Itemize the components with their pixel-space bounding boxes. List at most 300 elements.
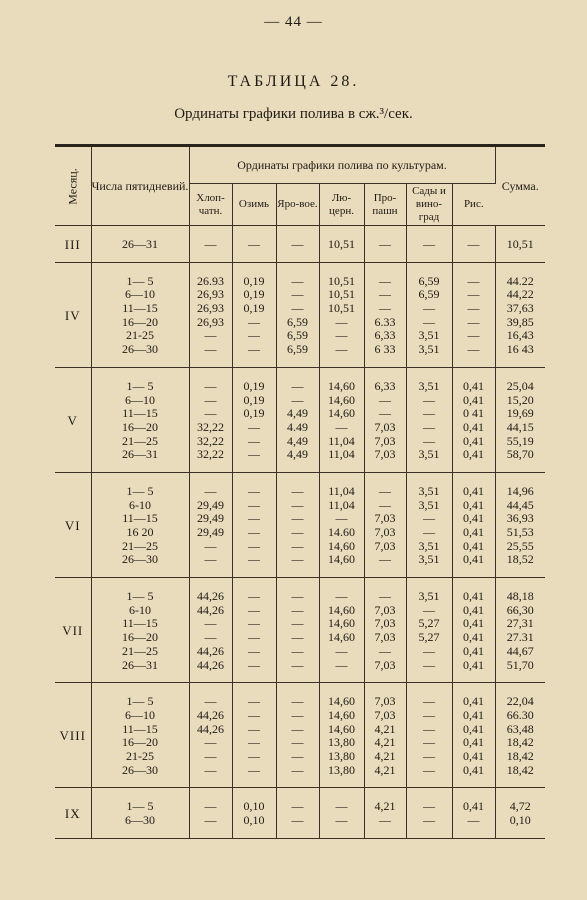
table-cell: 3,51: [418, 447, 440, 462]
table-cell: 0,10: [243, 799, 265, 814]
crop-column: [452, 472, 495, 577]
table-cell: —: [335, 657, 348, 672]
crop-column: [189, 226, 232, 263]
page-number: — 44 —: [264, 14, 323, 30]
crop-column: [276, 367, 319, 472]
table-cell: —: [291, 589, 304, 604]
table-cell: —: [423, 694, 435, 709]
table-cell: —: [291, 273, 304, 288]
pentad-cell: 16—20: [122, 314, 158, 329]
crop-column: [452, 683, 495, 788]
header-crop-spring: Яро-вое.: [276, 184, 319, 226]
crop-column: [406, 788, 452, 838]
sum-column: [495, 262, 545, 367]
sum-cell: 4,72: [509, 799, 531, 814]
table-cell: —: [379, 497, 391, 512]
table-cell: —: [379, 301, 391, 316]
crop-column: [452, 226, 495, 263]
table-cell: —: [204, 342, 217, 357]
table-cell: —: [379, 406, 391, 421]
table-cell: —: [204, 616, 217, 631]
pentad-cell: 16 20: [126, 525, 154, 540]
header-crop-alfalfa: Лю-церн.: [319, 184, 364, 226]
pentad-cell: 26—30: [122, 342, 158, 357]
table-cell: 5,27: [418, 616, 440, 631]
sum-cell: 44,15: [506, 419, 534, 434]
table-title: ТАБЛИЦА 28.: [227, 73, 360, 90]
pentad-cell: 1— 5: [126, 378, 154, 393]
sum-column: [495, 226, 545, 263]
table-cell: 0,10: [243, 813, 265, 828]
table-cell: —: [379, 392, 391, 407]
table-row: [55, 262, 545, 367]
table-cell: 11,04: [328, 447, 355, 462]
crop-column: [232, 367, 276, 472]
month-block: [55, 262, 545, 367]
table-cell: —: [291, 762, 304, 777]
table-cell: 0,41: [463, 762, 484, 777]
table-cell: 7,03: [374, 525, 396, 540]
header-crop-row: Про-пашн: [364, 184, 406, 226]
crop-column: [319, 262, 364, 367]
table-cell: —: [248, 497, 260, 512]
table-cell: 13,80: [328, 748, 355, 763]
table-cell: —: [291, 630, 304, 645]
crop-column: [406, 226, 452, 263]
table-cell: —: [379, 643, 391, 658]
table-cell: —: [423, 511, 435, 526]
table-cell: 3,51: [418, 342, 440, 357]
table-cell: —: [248, 433, 260, 448]
table-cell: —: [248, 694, 260, 709]
table-cell: 6,33: [374, 378, 396, 393]
table-cell: —: [423, 433, 435, 448]
month-block: [55, 472, 545, 577]
table-cell: —: [204, 237, 217, 251]
table-cell: —: [248, 762, 260, 777]
table-cell: 10,51: [328, 273, 355, 288]
crop-column: [406, 683, 452, 788]
table-cell: —: [204, 378, 217, 393]
sum-column: [495, 367, 545, 472]
table-cell: —: [204, 694, 217, 709]
table-cell: 29,49: [197, 525, 224, 540]
table-cell: 44,26: [197, 602, 224, 617]
table-cell: 32,22: [197, 419, 224, 434]
table-cell: 6,59: [287, 314, 308, 329]
table-cell: —: [291, 237, 304, 251]
table-cell: 44,26: [197, 657, 224, 672]
pentad-cell: 6-10: [129, 497, 151, 512]
table-cell: —: [248, 511, 260, 526]
table-cell: 0,41: [463, 643, 484, 658]
table-row: [55, 683, 545, 788]
table-cell: 0,41: [463, 497, 484, 512]
sum-cell: 39,85: [506, 314, 534, 329]
table-cell: —: [248, 314, 260, 329]
table-cell: —: [248, 602, 260, 617]
table-cell: 26.93: [197, 273, 224, 288]
table-cell: 13,80: [328, 735, 355, 750]
table-cell: 0,41: [463, 433, 484, 448]
table-cell: 0,41: [463, 707, 484, 722]
sum-column: [495, 578, 545, 683]
pentad-cell: 26—30: [122, 552, 158, 567]
table-cell: 4,21: [374, 721, 396, 736]
table-cell: 7,03: [374, 630, 396, 645]
month-label: III: [55, 226, 91, 263]
crop-column: [364, 472, 406, 577]
crop-column: [189, 578, 232, 683]
pentad-cell: 1— 5: [126, 589, 154, 604]
table-cell: 6,59: [418, 287, 440, 302]
table-cell: —: [423, 643, 435, 658]
table-cell: —: [423, 813, 435, 828]
table-cell: 44,26: [197, 643, 224, 658]
table-cell: 7,03: [374, 616, 396, 631]
pentad-column: [91, 788, 189, 838]
sum-cell: 37,63: [506, 301, 534, 316]
table-cell: 13,80: [328, 762, 355, 777]
pentad-column: [91, 262, 189, 367]
table-cell: —: [379, 552, 391, 567]
sum-cell: 14,96: [506, 483, 534, 498]
table-cell: 26,93: [197, 301, 224, 316]
table-row: [55, 367, 545, 472]
table-cell: —: [423, 707, 435, 722]
sum-cell: 27.31: [506, 630, 534, 645]
crop-column: [364, 578, 406, 683]
table-cell: —: [204, 735, 217, 750]
table-cell: —: [423, 406, 435, 421]
table-cell: —: [467, 273, 480, 288]
sum-cell: 15,20: [506, 392, 534, 407]
table-cell: 14,60: [328, 378, 355, 393]
sum-cell: 51,70: [506, 657, 534, 672]
table-cell: —: [204, 748, 217, 763]
month-label: VIII: [55, 683, 91, 788]
pentad-cell: 16—20: [122, 419, 158, 434]
pentad-cell: 26—30: [122, 762, 158, 777]
table-cell: —: [291, 602, 304, 617]
table-cell: 0,19: [243, 378, 265, 393]
crop-column: [364, 367, 406, 472]
crop-column: [406, 262, 452, 367]
month-block: [55, 578, 545, 683]
table-cell: —: [467, 287, 480, 302]
sum-cell: 0,10: [509, 813, 531, 828]
header-crop-rice: Рис.: [452, 184, 495, 226]
table-cell: 0,19: [243, 287, 265, 302]
pentad-cell: 11—15: [122, 616, 158, 631]
table-cell: 0,41: [463, 721, 484, 736]
sum-cell: 58,70: [506, 447, 534, 462]
month-label: IV: [55, 262, 91, 367]
table-cell: —: [423, 301, 435, 316]
table-cell: —: [248, 630, 260, 645]
crop-column: [406, 367, 452, 472]
header-crop-gardens: Сады и вино-град: [406, 184, 452, 226]
sum-cell: 48,18: [506, 589, 534, 604]
table-cell: —: [467, 328, 480, 343]
pentad-cell: 21—25: [122, 433, 158, 448]
table-cell: 0,41: [463, 525, 484, 540]
crop-column: [319, 578, 364, 683]
table-cell: —: [204, 762, 217, 777]
crop-column: [189, 788, 232, 838]
table-cell: 0,41: [463, 748, 484, 763]
table-cell: —: [291, 378, 304, 393]
pentad-cell: 1— 5: [126, 273, 154, 288]
sum-cell: 18,42: [506, 735, 534, 750]
sum-cell: 44,67: [506, 643, 534, 658]
sum-cell: 22,04: [506, 694, 534, 709]
pentad-cell: 1— 5: [126, 694, 154, 709]
table-cell: —: [291, 497, 304, 512]
table-cell: 14,60: [328, 694, 355, 709]
sum-cell: 25,55: [506, 538, 534, 553]
table-cell: —: [467, 813, 480, 828]
month-block: [55, 226, 545, 263]
table-cell: —: [204, 552, 217, 567]
crop-column: [452, 788, 495, 838]
table-cell: 7,03: [374, 433, 396, 448]
table-cell: 14,60: [328, 392, 355, 407]
table-cell: —: [248, 447, 260, 462]
table-cell: 3,51: [418, 497, 440, 512]
table-cell: —: [248, 237, 260, 251]
table-cell: —: [335, 813, 348, 828]
table-cell: —: [423, 237, 435, 251]
table-cell: 0,41: [463, 538, 484, 553]
table-cell: —: [423, 748, 435, 763]
table-cell: —: [291, 643, 304, 658]
sum-column: [495, 788, 545, 838]
table-cell: —: [423, 419, 435, 434]
header-crop-cotton: Хлоп-чатн.: [189, 184, 232, 226]
table-cell: —: [379, 483, 391, 498]
table-cell: 0,41: [463, 694, 484, 709]
table-cell: —: [379, 589, 391, 604]
sum-column: [495, 683, 545, 788]
crop-column: [319, 367, 364, 472]
table-cell: 0,19: [243, 301, 265, 316]
table-cell: 0,41: [463, 552, 484, 567]
table-cell: 11,04: [328, 483, 355, 498]
crop-column: [319, 788, 364, 838]
table-cell: —: [423, 392, 435, 407]
pentad-column: [91, 578, 189, 683]
pentad-cell: 21—25: [122, 643, 158, 658]
table-cell: —: [291, 721, 304, 736]
table-cell: 0,41: [463, 735, 484, 750]
pentad-cell: 6—10: [125, 392, 155, 407]
sum-cell: 27,31: [506, 616, 534, 631]
pentad-cell: 1— 5: [126, 483, 154, 498]
crop-column: [232, 788, 276, 838]
sum-cell: 36,93: [506, 511, 534, 526]
crop-column: [364, 788, 406, 838]
table-cell: —: [248, 748, 260, 763]
table-cell: —: [467, 342, 480, 357]
pentad-cell: 26—31: [122, 447, 158, 462]
sum-cell: 44,45: [506, 497, 534, 512]
month-block: [55, 367, 545, 472]
table-cell: 4,21: [374, 799, 396, 814]
crop-column: [189, 472, 232, 577]
pentad-cell: 1— 5: [126, 799, 154, 814]
table-cell: 29,49: [197, 497, 224, 512]
table-cell: —: [467, 301, 480, 316]
table-cell: 0,41: [463, 419, 484, 434]
table-cell: —: [335, 342, 348, 357]
crop-column: [189, 262, 232, 367]
table-cell: 14,60: [328, 552, 355, 567]
table-cell: —: [248, 538, 260, 553]
crop-column: [364, 262, 406, 367]
table-cell: —: [204, 538, 217, 553]
crop-column: [276, 262, 319, 367]
table-cell: —: [423, 735, 435, 750]
table-cell: 29,49: [197, 511, 224, 526]
table-cell: —: [335, 328, 348, 343]
table-cell: 0,41: [463, 378, 484, 393]
table-cell: —: [291, 657, 304, 672]
sum-cell: 25,04: [506, 378, 534, 393]
sum-cell: 63,48: [506, 721, 534, 736]
table-cell: —: [248, 589, 260, 604]
pentad-cell: 6—30: [125, 813, 155, 828]
crop-column: [276, 472, 319, 577]
table-cell: —: [204, 328, 217, 343]
crop-column: [452, 262, 495, 367]
table-cell: —: [248, 707, 260, 722]
month-block: [55, 683, 545, 788]
header-crop-winter: Озимь: [232, 184, 276, 226]
table-cell: —: [335, 419, 348, 434]
table-cell: 14,60: [328, 630, 355, 645]
month-label: IX: [55, 788, 91, 838]
crop-column: [364, 683, 406, 788]
table-cell: 0,19: [243, 273, 265, 288]
sum-cell: 55,19: [506, 433, 534, 448]
table-cell: —: [291, 525, 304, 540]
crop-column: [232, 578, 276, 683]
sum-cell: 18,42: [506, 748, 534, 763]
table-cell: —: [291, 616, 304, 631]
table-cell: 7,03: [374, 602, 396, 617]
table-cell: 11,04: [328, 433, 355, 448]
pentad-cell: 16—20: [122, 735, 158, 750]
crop-column: [364, 226, 406, 263]
table-cell: 7,03: [374, 694, 396, 709]
table-cell: —: [379, 237, 391, 251]
table-cell: 14.60: [328, 525, 355, 540]
table-cell: 14,60: [328, 538, 355, 553]
table-cell: —: [204, 483, 217, 498]
table-cell: 5,27: [418, 630, 440, 645]
sum-column: [495, 472, 545, 577]
crop-column: [276, 226, 319, 263]
month-label: V: [55, 367, 91, 472]
table-cell: 0,41: [463, 447, 484, 462]
table-cell: 3,51: [418, 589, 440, 604]
table-cell: —: [248, 328, 260, 343]
table-row: [55, 472, 545, 577]
table-cell: 14,60: [328, 602, 355, 617]
pentad-column: [91, 226, 189, 263]
table-cell: 0,41: [463, 483, 484, 498]
pentad-column: [91, 367, 189, 472]
table-cell: 44,26: [197, 707, 224, 722]
header-sum: Сумма.: [495, 146, 545, 226]
table-cell: 3,51: [418, 538, 440, 553]
table-cell: 14,60: [328, 406, 355, 421]
table-cell: 4,49: [287, 433, 308, 448]
table-cell: 7,03: [374, 707, 396, 722]
pentad-cell: 11—15: [122, 721, 158, 736]
table-cell: —: [248, 616, 260, 631]
table-cell: 6,59: [287, 342, 308, 357]
crop-column: [319, 472, 364, 577]
table-cell: —: [423, 314, 435, 329]
month-label: VII: [55, 578, 91, 683]
table-cell: —: [248, 483, 260, 498]
month-block: [55, 788, 545, 838]
table-cell: —: [291, 707, 304, 722]
crop-column: [406, 578, 452, 683]
table-cell: 7,03: [374, 447, 396, 462]
table-cell: —: [379, 273, 391, 288]
crop-column: [452, 578, 495, 683]
sum-cell: 10,51: [506, 237, 534, 251]
table-cell: —: [423, 762, 435, 777]
pentad-cell: 6—10: [125, 707, 155, 722]
crop-column: [232, 262, 276, 367]
sum-cell: 66.30: [506, 707, 534, 722]
sum-cell: 16 43: [506, 342, 534, 357]
table-cell: —: [423, 799, 435, 814]
pentad-cell: 26—31: [122, 657, 158, 672]
crop-column: [189, 683, 232, 788]
table-cell: 14,60: [328, 707, 355, 722]
table-cell: —: [291, 748, 304, 763]
header-culture-group: Ординаты графики полива по культурам.: [189, 146, 495, 184]
table-cell: —: [335, 511, 348, 526]
table-cell: 6,59: [418, 273, 440, 288]
table-cell: 6,59: [287, 328, 308, 343]
table-cell: 26,93: [197, 287, 224, 302]
table-cell: —: [291, 552, 304, 567]
table-cell: —: [291, 392, 304, 407]
table-cell: 4,21: [374, 748, 396, 763]
table-cell: —: [335, 643, 348, 658]
pentad-column: [91, 683, 189, 788]
table-cell: 7,03: [374, 511, 396, 526]
table-cell: —: [291, 287, 304, 302]
table-cell: —: [335, 799, 348, 814]
table-cell: —: [291, 735, 304, 750]
table-cell: 0,41: [463, 602, 484, 617]
sum-cell: 44.22: [506, 273, 534, 288]
pentad-cell: 16—20: [122, 630, 158, 645]
table-cell: 3,51: [418, 378, 440, 393]
crop-column: [319, 683, 364, 788]
table-cell: 32,22: [197, 433, 224, 448]
table-cell: 6 33: [374, 342, 396, 357]
table-cell: 4,21: [374, 735, 396, 750]
table-cell: —: [423, 657, 435, 672]
